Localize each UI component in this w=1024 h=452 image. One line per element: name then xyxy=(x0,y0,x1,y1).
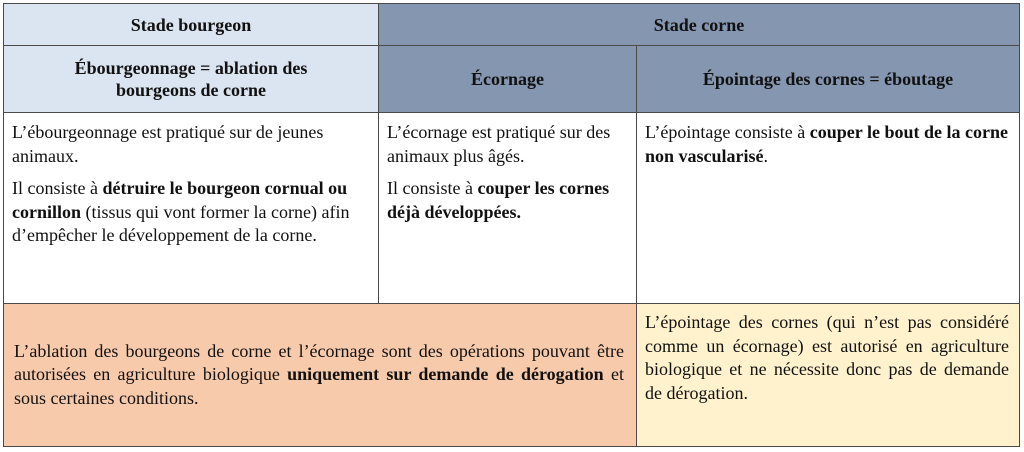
header-stade-bourgeon xyxy=(4,4,379,46)
body-row xyxy=(4,113,1020,304)
body-ecornage-p2-pre: Il consiste à xyxy=(387,178,478,198)
body-eborgeonnage-p2-post: (tissus qui vont former la corne) afin d’empêcher le développement de la corne. xyxy=(12,201,350,245)
header-stade-bourgeon-text: Stade bourgeon xyxy=(130,14,252,35)
subheader-epointage xyxy=(637,46,1020,113)
subheader-epointage-text: Épointage des cornes = éboutage xyxy=(702,69,954,89)
subheader-ecornage-text: Écornage xyxy=(471,69,544,89)
comparison-table xyxy=(3,3,1020,447)
subheader-eborgeonnage-line1: Ébourgeonnage = ablation des xyxy=(74,58,308,78)
bottom-left-post: et sous certaines conditions. xyxy=(14,364,624,408)
body-ecornage-p2-bold: couper les cornes déjà développées. xyxy=(387,178,610,222)
bottom-right-note xyxy=(637,304,1020,447)
body-ecornage xyxy=(379,113,637,304)
body-eborgeonnage xyxy=(4,113,379,304)
body-eborgeonnage-p2 xyxy=(12,177,368,248)
body-eborgeonnage-p2-bold: détruire le bourgeon cornual ou cornillon xyxy=(12,178,348,222)
body-epointage xyxy=(637,113,1020,304)
body-epointage-p1 xyxy=(645,121,1009,168)
bottom-right-text: L’épointage des cornes (qui n’est pas considéré comme un écornage) est autorisé en agriculture biologique et ne nécessite donc pas de demande de dérogation. xyxy=(645,312,1010,403)
subheader-eborgeonnage-line2: bourgeons de corne xyxy=(116,80,266,100)
body-epointage-p1-pre: L’épointage consiste à xyxy=(645,122,810,142)
header-stade-corne xyxy=(379,4,1020,46)
subheader-eborgeonnage xyxy=(4,46,379,113)
bottom-left-pre: L’ablation des bourgeons de corne et l’écornage sont des opérations pouvant être autorisées en agriculture biologique xyxy=(14,340,624,385)
subheader-row xyxy=(4,46,1020,113)
body-epointage-p1-bold: couper le bout de la corne non vascularisé xyxy=(645,122,1008,166)
body-eborgeonnage-p1: L’ébourgeonnage est pratiqué sur de jeunes animaux. xyxy=(12,122,324,166)
body-epointage-p1-post: . xyxy=(763,145,769,166)
body-ecornage-p2 xyxy=(387,177,626,224)
header-stade-corne-text: Stade corne xyxy=(653,14,745,35)
bottom-left-bold: uniquement sur demande de dérogation xyxy=(287,364,604,385)
header-row xyxy=(4,4,1020,46)
body-ecornage-p1: L’écornage est pratiqué sur des animaux plus âgés. xyxy=(387,122,611,166)
bottom-row xyxy=(4,304,1020,447)
bottom-left-note xyxy=(4,304,637,447)
body-eborgeonnage-p2-pre: Il consiste à xyxy=(12,178,103,198)
subheader-ecornage xyxy=(379,46,637,113)
